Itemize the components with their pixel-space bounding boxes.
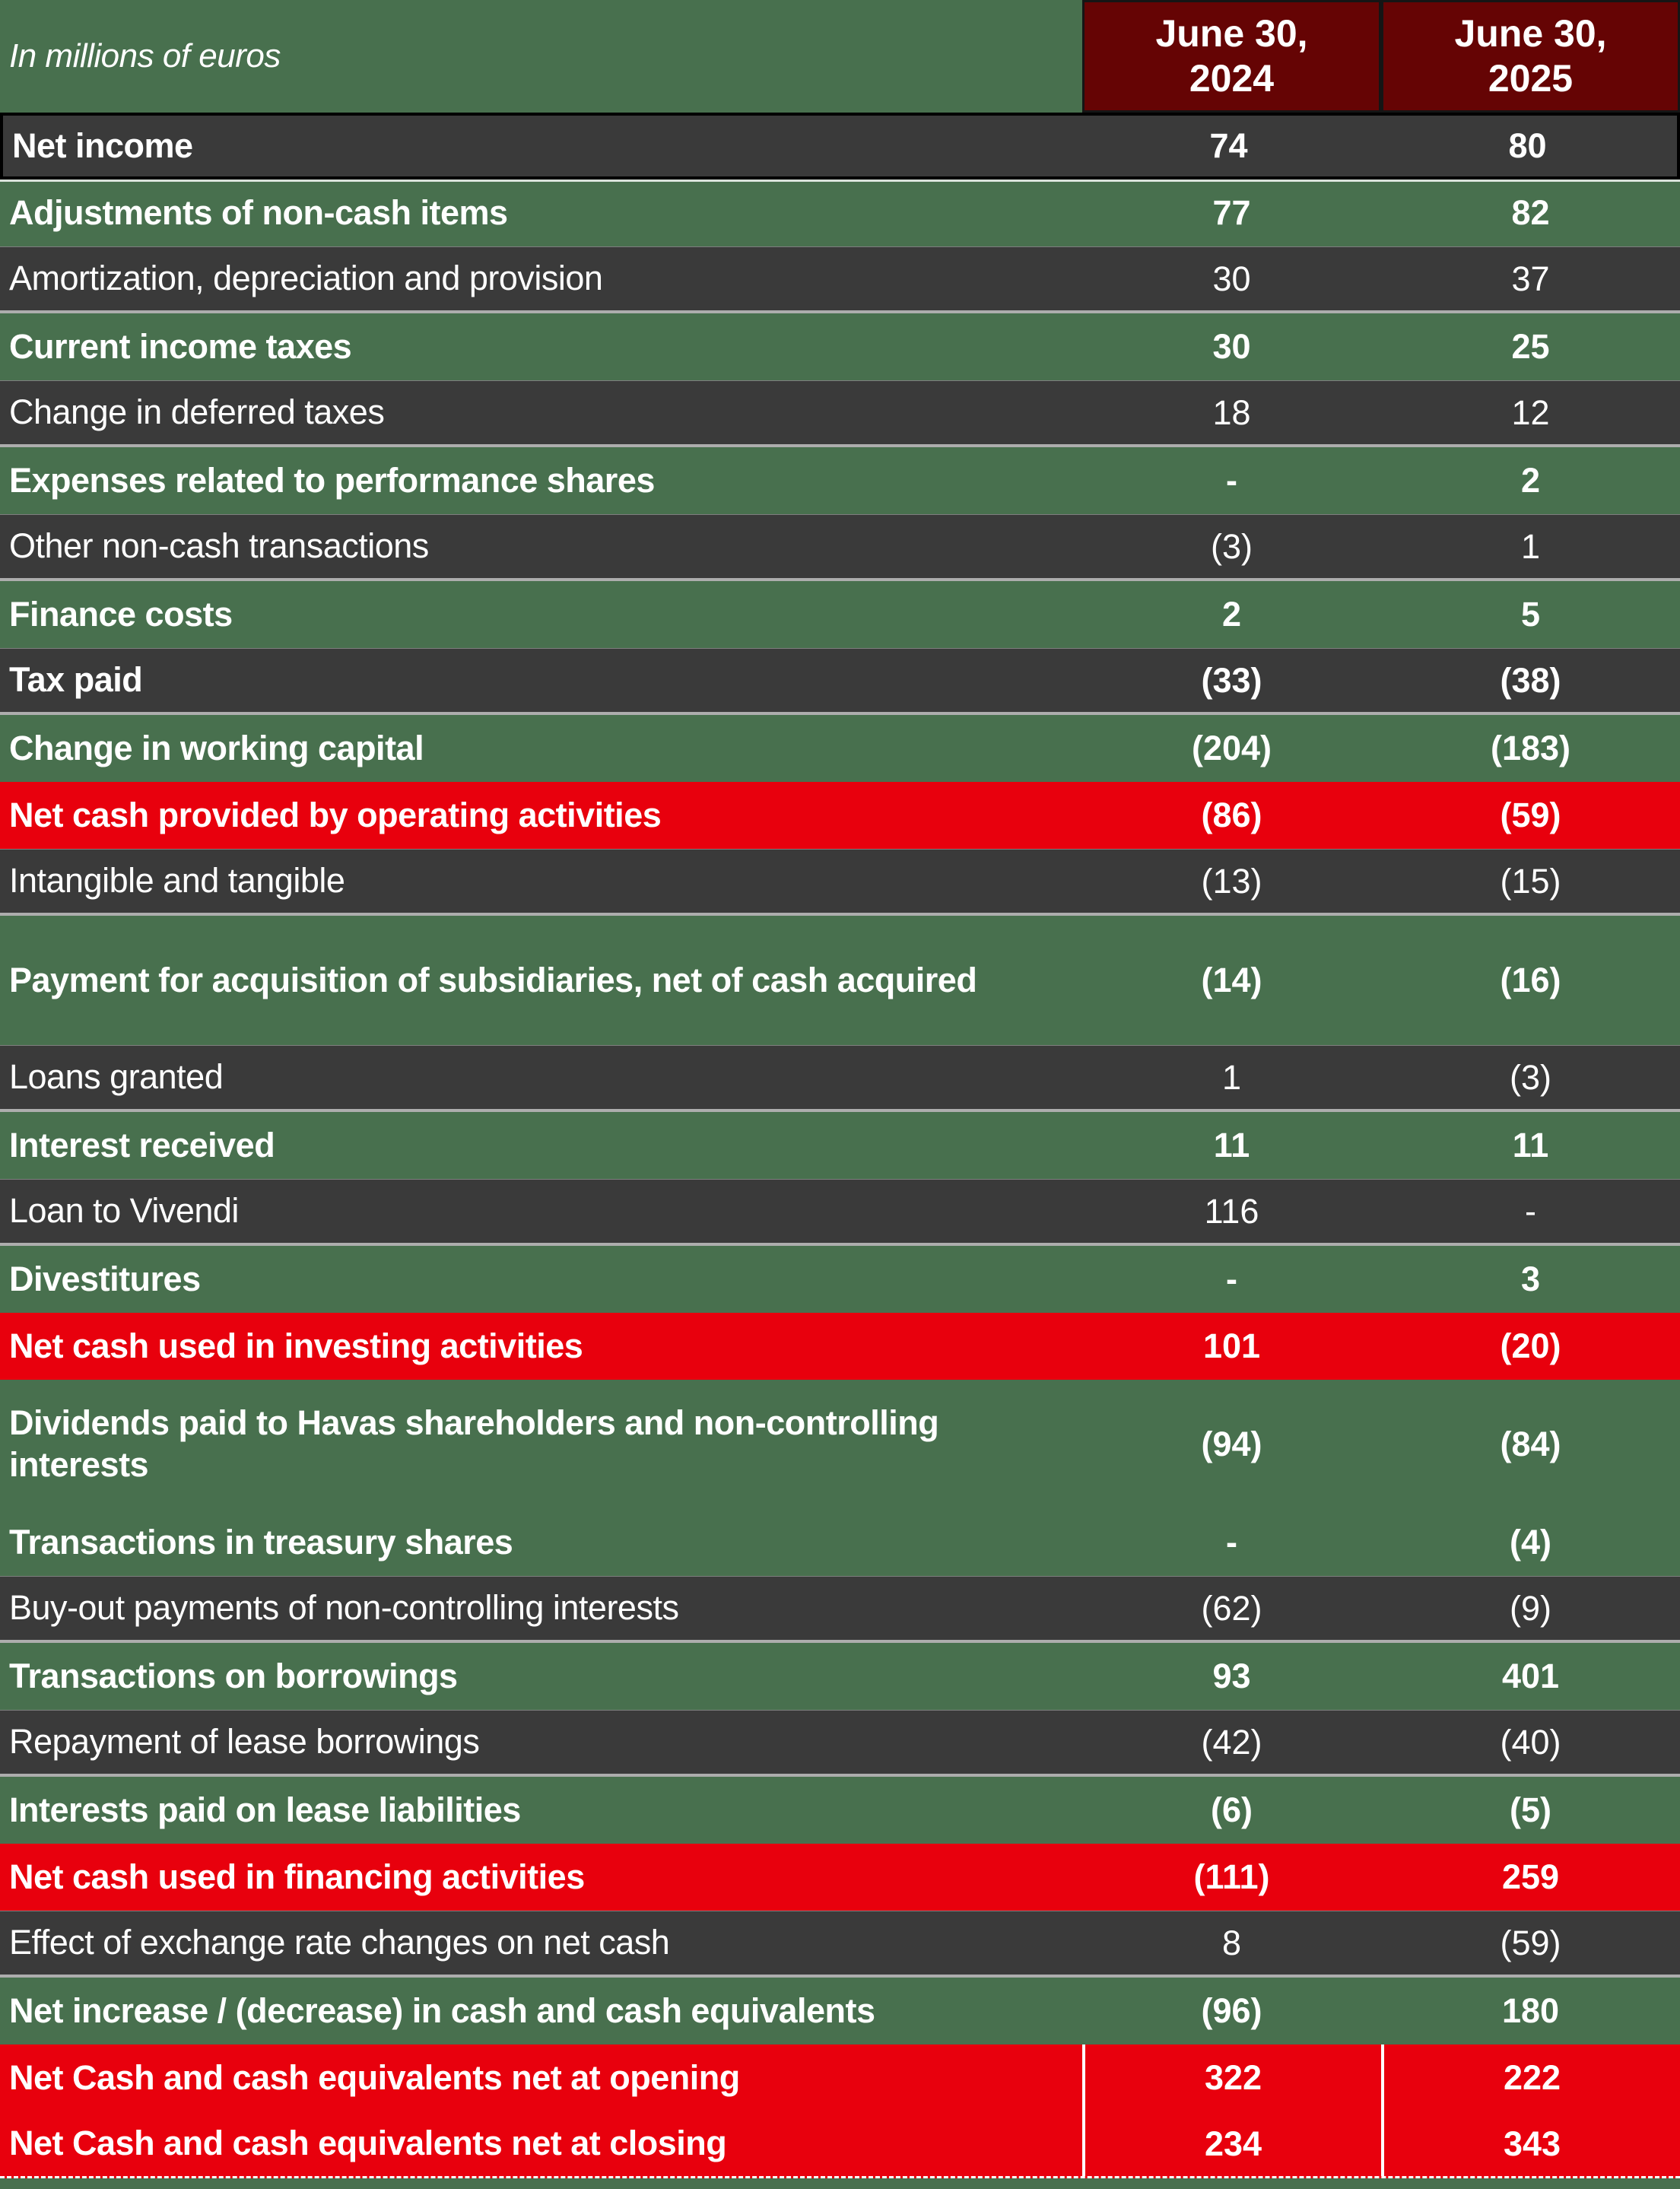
- value-2024-cell: (94): [1201, 1425, 1262, 1463]
- row-label: Interests paid on lease liabilities: [9, 1790, 521, 1829]
- table-row: [0, 246, 1680, 313]
- value-2024-cell: (42): [1201, 1722, 1262, 1762]
- value-2025-cell: 401: [1501, 1657, 1560, 1695]
- value-2025-cell: 37: [1511, 259, 1550, 298]
- value-2025-cell: (59): [1500, 1923, 1561, 1962]
- value-2025-cell: 180: [1501, 1991, 1560, 2030]
- table-row: [0, 916, 1680, 1045]
- row-label: Tax paid: [9, 660, 143, 700]
- column-header-2024-line1: June 30,: [1155, 12, 1308, 55]
- table-row: [0, 1045, 1680, 1112]
- row-label: Other non-cash transactions: [9, 526, 429, 566]
- value-2025-cell: (84): [1500, 1425, 1561, 1463]
- table-row: [0, 1911, 1680, 1978]
- value-2025-cell: (183): [1490, 729, 1571, 767]
- table-row: [0, 313, 1680, 380]
- value-2024-cell: (3): [1211, 526, 1253, 566]
- value-2024-cell: (14): [1201, 961, 1262, 999]
- row-label: Change in working capital: [9, 728, 424, 767]
- table-row: [0, 1978, 1680, 2044]
- table-row: [0, 1576, 1680, 1643]
- table-row: [0, 514, 1680, 581]
- value-2025-cell: (59): [1500, 796, 1561, 834]
- value-2024-cell: (33): [1201, 660, 1262, 700]
- table-row: [0, 1509, 1680, 1576]
- column-header-2024: [1082, 0, 1381, 113]
- table-row: [0, 180, 1680, 246]
- row-label: Current income taxes: [9, 326, 352, 366]
- table-row: [0, 648, 1680, 715]
- value-2024-cell: -: [1226, 1523, 1237, 1562]
- units-note: In millions of euros: [9, 37, 281, 75]
- row-label: Finance costs: [9, 594, 233, 634]
- table-body: [0, 113, 1680, 2178]
- row-label: Effect of exchange rate changes on net cash: [9, 1923, 670, 1962]
- column-header-2025-line2: 2025: [1488, 57, 1574, 100]
- value-2025-cell: (16): [1500, 961, 1561, 999]
- value-2025-cell: 5: [1520, 595, 1541, 634]
- table-row: [0, 1710, 1680, 1777]
- row-label: Buy-out payments of non-controlling interests: [9, 1588, 679, 1628]
- value-2025-cell: 3: [1520, 1260, 1541, 1298]
- row-label: Net cash used in financing activities: [9, 1857, 585, 1896]
- row-label: Repayment of lease borrowings: [9, 1722, 480, 1762]
- table-row: [0, 2044, 1680, 2111]
- value-2025-cell: 222: [1381, 2044, 1680, 2111]
- table-header: [0, 0, 1680, 113]
- value-2025-cell: -: [1525, 1191, 1536, 1231]
- value-2024-cell: 8: [1221, 1923, 1242, 1962]
- value-2025-cell: (40): [1500, 1722, 1561, 1762]
- value-2024-cell: 18: [1212, 392, 1251, 432]
- row-label: Transactions in treasury shares: [9, 1522, 513, 1562]
- value-2025-cell: 25: [1511, 327, 1550, 366]
- value-2025-cell: 1: [1520, 526, 1541, 566]
- value-2025-cell: 12: [1511, 392, 1550, 432]
- value-2024-cell: 322: [1082, 2044, 1381, 2111]
- value-2024-cell: (62): [1201, 1588, 1262, 1628]
- table-row: [0, 1112, 1680, 1179]
- row-label: Transactions on borrowings: [9, 1656, 458, 1695]
- value-2024-cell: (111): [1193, 1857, 1270, 1896]
- row-label: Net cash provided by operating activities: [9, 795, 662, 834]
- value-2024-cell: (13): [1201, 861, 1262, 901]
- row-label: Loans granted: [9, 1057, 224, 1097]
- table-row: [0, 849, 1680, 916]
- row-label: Payment for acquisition of subsidiaries, net of cash acquired: [9, 960, 977, 999]
- value-2025-cell: 82: [1511, 193, 1550, 232]
- row-label: Adjustments of non-cash items: [9, 192, 508, 232]
- table-row: [0, 1643, 1680, 1710]
- column-header-2025: [1381, 0, 1680, 113]
- row-label: Divestitures: [9, 1259, 201, 1298]
- table-row: [0, 1313, 1680, 1380]
- value-2024-cell: 30: [1212, 259, 1251, 298]
- value-2024-cell: (6): [1211, 1790, 1253, 1829]
- table-row: [0, 2111, 1680, 2178]
- value-2024-cell: 11: [1213, 1126, 1250, 1164]
- table-row: [0, 782, 1680, 849]
- value-2024-cell: -: [1226, 1260, 1237, 1298]
- value-2025-cell: (4): [1510, 1523, 1551, 1562]
- value-2024-cell: (96): [1201, 1991, 1262, 2030]
- value-2024-cell: 234: [1082, 2111, 1381, 2176]
- table-row: [0, 1246, 1680, 1313]
- value-2024-cell: 116: [1204, 1191, 1259, 1231]
- value-2024-cell: 93: [1212, 1657, 1251, 1695]
- column-header-2025-line1: June 30,: [1454, 12, 1607, 55]
- value-2024-cell: 101: [1202, 1326, 1261, 1365]
- table-row: [0, 581, 1680, 648]
- table-row: [0, 1777, 1680, 1844]
- row-label: Expenses related to performance shares: [9, 460, 655, 500]
- value-2024-cell: 77: [1212, 193, 1251, 232]
- value-2025-cell: (9): [1510, 1588, 1551, 1628]
- table-row: [0, 1179, 1680, 1246]
- value-2025-cell: (20): [1500, 1326, 1561, 1365]
- row-label: Net cash used in investing activities: [9, 1326, 583, 1365]
- value-2025-cell: 343: [1381, 2111, 1680, 2176]
- table-row: [0, 715, 1680, 782]
- row-label: Interest received: [9, 1125, 275, 1164]
- value-2024-cell: 30: [1212, 327, 1251, 366]
- row-label: Intangible and tangible: [9, 861, 345, 901]
- row-label: Amortization, depreciation and provision: [9, 259, 603, 298]
- row-label: Net income: [12, 125, 193, 165]
- value-2024-cell: 1: [1221, 1057, 1242, 1097]
- table-row: [0, 447, 1680, 514]
- value-2025-cell: 2: [1520, 461, 1541, 500]
- table-row: [0, 1844, 1680, 1911]
- value-2024-cell: -: [1226, 461, 1237, 500]
- row-label: Net increase / (decrease) in cash and cash equivalents: [9, 1990, 875, 2030]
- value-2024-cell: (86): [1201, 796, 1262, 834]
- table-row: [0, 380, 1680, 447]
- value-2025-cell: (3): [1510, 1057, 1551, 1097]
- table-row: [0, 1380, 1680, 1509]
- value-2025-cell: (38): [1500, 660, 1561, 700]
- value-2024-cell: (204): [1191, 729, 1272, 767]
- row-label: Net Cash and cash equivalents net at closing: [9, 2124, 727, 2163]
- value-2025-cell: 80: [1508, 126, 1547, 165]
- row-label: Dividends paid to Havas shareholders and non-controlling interests: [9, 1403, 939, 1484]
- value-2025-cell: 11: [1512, 1126, 1549, 1164]
- column-header-2024-line2: 2024: [1189, 57, 1275, 100]
- value-2025-cell: (5): [1510, 1790, 1551, 1829]
- value-2025-cell: 259: [1501, 1857, 1560, 1896]
- value-2024-cell: 2: [1221, 595, 1242, 634]
- row-label: Net Cash and cash equivalents net at opening: [9, 2057, 740, 2097]
- value-2025-cell: (15): [1500, 861, 1561, 901]
- row-label: Loan to Vivendi: [9, 1191, 239, 1231]
- row-label: Change in deferred taxes: [9, 392, 385, 432]
- table-row: [0, 113, 1680, 180]
- value-2024-cell: 74: [1209, 126, 1248, 165]
